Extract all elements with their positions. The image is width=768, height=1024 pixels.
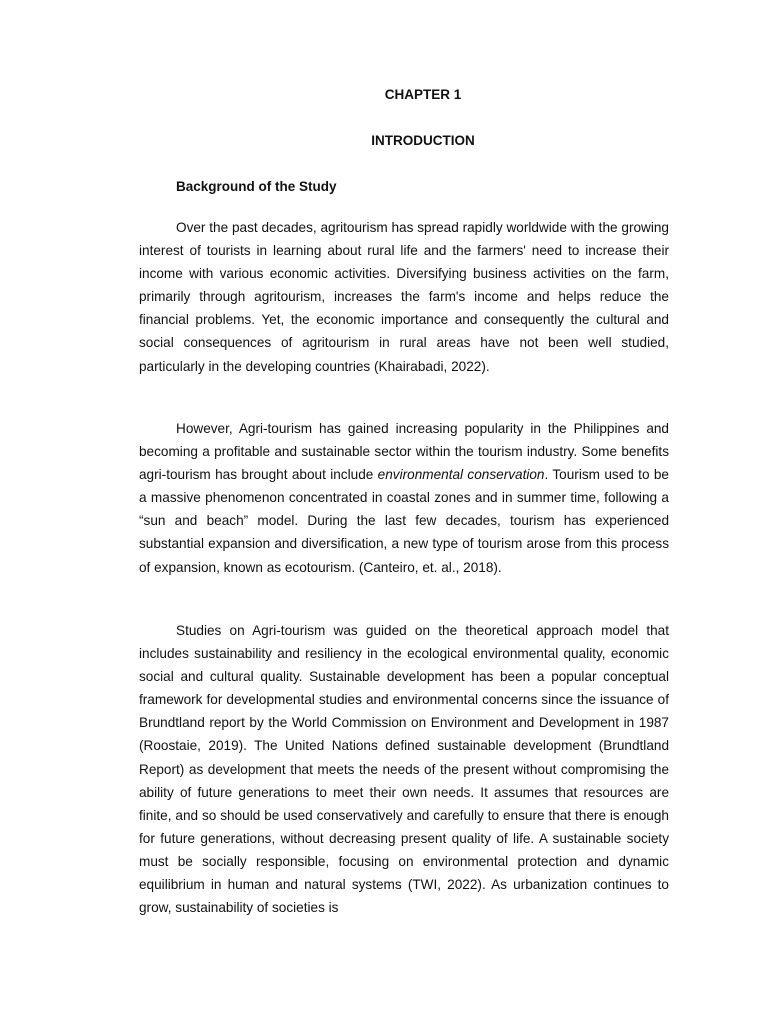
paragraph-2 <box>139 417 669 579</box>
introduction-heading: INTRODUCTION <box>371 133 475 148</box>
paragraph-2-text-a: However, Agri-tourism has gained increasing popularity in the Philippines and becoming a profitable and sustainable sector within the tourism industry. Some benefits agri-tourism has brought about include <box>139 421 669 483</box>
paragraph-2-text-b: . Tourism used to be a massive phenomenon concentrated in coastal zones and in summer time, following a “sun and beach” model. During the last few decades, tourism has experienced substantial expansion and diversification, a new type of tourism arose from this process of expansion, known as ecotourism. (Canteiro, et. al., 2018). <box>139 467 669 575</box>
paragraph-1: Over the past decades, agritourism has spread rapidly worldwide with the growing interest of tourists in learning about rural life and the farmers' need to increase their income with various economic activities. Diversifying business activities on the farm, primarily through agritourism, increases the farm's income and helps reduce the financial problems. Yet, the economic importance and consequently the cultural and social consequences of agritourism in rural areas have not been well studied, particularly in the developing countries (Khairabadi, 2022). <box>139 220 669 374</box>
paragraph-3: Studies on Agri-tourism was guided on the theoretical approach model that includes sustainability and resiliency in the ecological environmental quality, economic social and cultural quality. Sustainable development has been a popular conceptual framework for developmental studies and environmental concerns since the issuance of Brundtland report by the World Commission on Environment and Development in 1987 (Roostaie, 2019). The United Nations defined sustainable development (Brundtland Report) as development that meets the needs of the present without compromising the ability of future generations to meet their own needs. It assumes that resources are finite, and so should be used conservatively and carefully to ensure that there is enough for future generations, without decreasing present quality of life. A sustainable society must be socially responsible, focusing on environmental protection and dynamic equilibrium in human and natural systems (TWI, 2022). As urbanization continues to grow, sustainability of societies is <box>139 623 669 916</box>
chapter-heading: CHAPTER 1 <box>384 87 462 102</box>
background-of-study-heading: Background of the Study <box>176 179 337 194</box>
paragraph-2-italic-term: environmental conservation <box>377 467 545 483</box>
